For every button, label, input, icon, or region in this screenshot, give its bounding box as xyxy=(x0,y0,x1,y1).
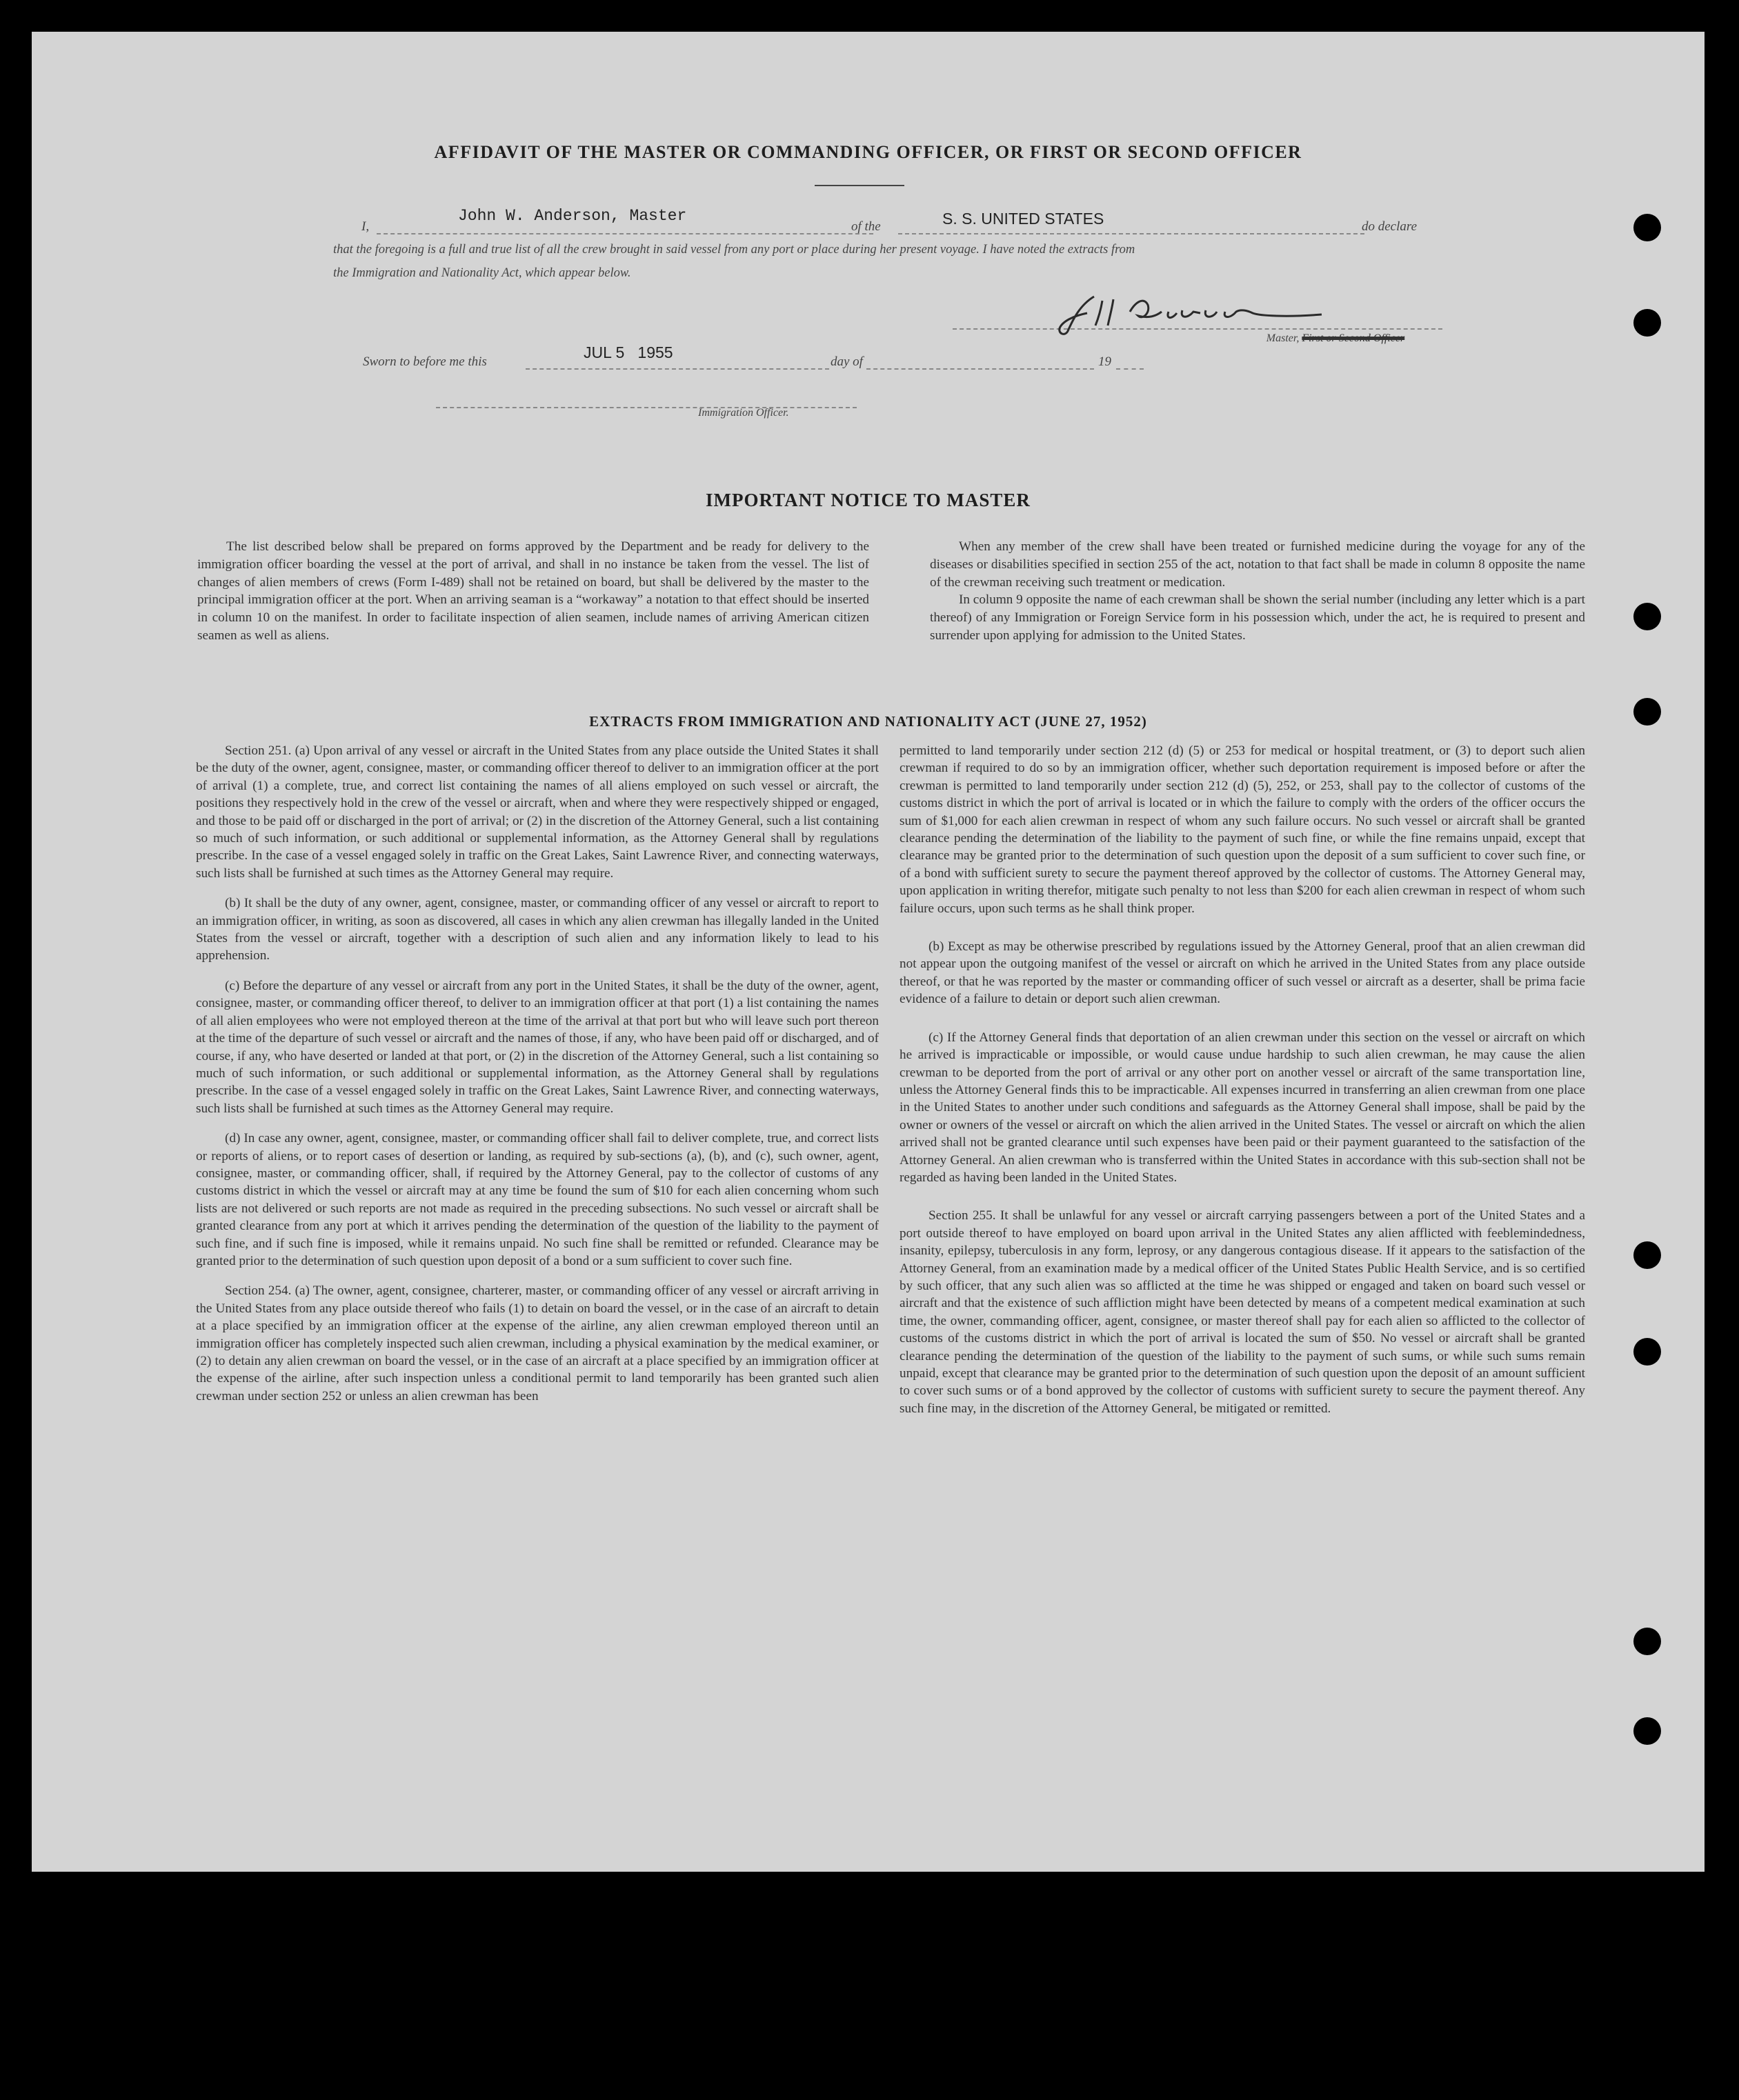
section-254-b: (b) Except as may be otherwise prescribed by regulations issued by the Attorney General, proof that an alien crewman did not appear upon the outgoing manifest of the vessel or aircraft on which he arrived in the United States from any place outside thereof, or that he was reported by the master or commanding officer of such vessel or aircraft as a deserter, shall be prima facie evidence of a failure to detain or deport such alien crewman. xyxy=(900,939,1585,1007)
section-251-b: (b) It shall be the duty of any owner, agent, consignee, master, or commanding officer of any vessel or aircraft to report to an immigration officer, in writing, as soon as discovered, all cases in which any alien crewman has illegally landed in the United States from the vessel or aircraft, together with a description of such alien and any information likely to lead to his apprehension. xyxy=(196,896,879,963)
year-line xyxy=(1116,361,1144,370)
extracts-left-column xyxy=(196,742,879,1414)
section-255: Section 255. It shall be unlawful for any vessel or aircraft carrying passengers between a port of the United States and a port outside thereof to have employed on board upon arrival in the United States any alien afflicted with feeblemindedness, insanity, epilepsy, tuberculosis in any form, leprosy, or any dangerous contagious disease. If it appears to the satisfaction of the Attorney General, from an examination made by a medical officer of the United States Public Health Service, and is so certified by such officer, that any such alien was so afflicted at the time he was shipped or engaged and taken on board such vessel or aircraft and that the existence of such affliction might have been detected by means of a competent medical examination at such time, the owner, commanding officer, agent, consignee, or master thereof shall pay for each alien so afflicted to the collector of customs of the customs district in which the port of arrival is located the sum of $50. No vessel or aircraft shall be granted clearance pending the determination of the question of the liability to the payment of such sums, or while such sums remain unpaid, except that clearance may be granted prior to the determination of such question upon the deposit of an amount sufficient to cover such sums or of a bond approved by the collector of customs with sufficient surety to secure the payment thereof. Any such fine may, in the discretion of the Attorney General, be mitigated or remitted. xyxy=(900,1208,1585,1416)
declarant-prefix: I, xyxy=(361,219,370,234)
section-251-c: (c) Before the departure of any vessel or aircraft from any port in the United States, it shall be the duty of the owner, agent, consignee, master, or commanding officer thereof, to deliver to an immigration officer at that port (1) a list containing the names of all alien employees who were not employed thereon at the time of the arrival at that port but who will leave such port thereon at the time of the departure of such vessel or aircraft and the names of those, if any, who have been paid off or discharged, and of course, if any, who have deserted or landed at that port, or (2) in the discretion of the Attorney General, such a list containing so much of such information, or such additional or supplemental information, as the Attorney General shall by regulations prescribe. In the case of a vessel engaged solely in traffic on the Great Lakes, Saint Lawrence River, and connecting waterways, such lists shall be furnished at such times as the Attorney General may require. xyxy=(196,978,879,1116)
title-divider xyxy=(815,185,904,186)
binder-hole xyxy=(1633,214,1661,241)
of-the-label: of the xyxy=(851,219,881,234)
day-of-label: day of xyxy=(831,354,863,369)
declarant-name: John W. Anderson, Master xyxy=(458,207,687,225)
binder-hole xyxy=(1633,603,1661,630)
extracts-title: EXTRACTS FROM IMMIGRATION AND NATIONALITY ACT (JUNE 27, 1952) xyxy=(589,713,1147,730)
section-254-a: Section 254. (a) The owner, agent, consignee, charterer, master, or commanding officer of any vessel or aircraft arriving in the United States from any place outside thereof who fails (1) to detain on board the vessel, or in the case of an aircraft to detain at a place specified by an immigration officer at the expense of the airline, any alien crewman employed thereon until an immigration officer has completely inspected such alien crewman, including a physical examination by the medical examiner, or (2) to detain any alien crewman on board the vessel, or in the case of an aircraft at a place specified by an immigration officer at the expense of the airline, after such inspection unless a conditional permit to land temporarily has been granted such alien crewman under section 252 or unless an alien crewman has been xyxy=(196,1283,879,1403)
binder-hole xyxy=(1633,309,1661,337)
section-251-a: Section 251. (a) Upon arrival of any vessel or aircraft in the United States from any place outside the United States it shall be the duty of the owner, agent, consignee, master, or commanding officer thereof to deliver to an immigration officer at the port of arrival (1) a complete, true, and correct list containing the names of all aliens employed on such vessel or aircraft, the positions they respectively hold in the crew of the vessel or aircraft, when and where they were respectively shipped or engaged, and those to be paid off or discharged in the port of arrival; or (2) in the discretion of the Attorney General, such a list containing so much of such information, or such additional or supplemental information, as the Attorney General shall by regulations prescribe. In the case of a vessel engaged solely in traffic on the Great Lakes, Saint Lawrence River, and connecting waterways, such lists shall be furnished at such times as the Attorney General may require. xyxy=(196,743,879,881)
notice-left-paragraph: The list described below shall be prepared on forms approved by the Department and be ready for delivery to the immigration officer boarding the vessel at the port of arrival, and shall in no instance be taken from the vessel. The list of changes of alien members of crews (Form I-489) shall not be retained on board, but shall be delivered by the master to the principal immigration officer at the port. When an arriving seaman is a “workaway” a notation to that effect should be inserted in column 10 on the manifest. In order to facilitate inspection of alien seamen, include names of arriving American citizen seamen as well as aliens. xyxy=(197,539,869,643)
sworn-date-line xyxy=(526,361,829,370)
immigration-officer-caption: Immigration Officer. xyxy=(698,407,789,419)
do-declare-label: do declare xyxy=(1362,219,1418,234)
notice-right-paragraph: In column 9 opposite the name of each crewman shall be shown the serial number (including any letter which is a part thereof) of any Immigration or Foreign Service form in his possession which, under the act, he is required to present and surrender upon applying for admission to the United States. xyxy=(930,592,1585,643)
sworn-prefix: Sworn to before me this xyxy=(363,354,487,369)
binder-hole xyxy=(1633,1628,1661,1655)
immigration-officer-line xyxy=(436,400,857,408)
year-prefix: 19 xyxy=(1098,354,1111,369)
signature-caption xyxy=(1218,332,1453,345)
affidavit-body-line-1: that the foregoing is a full and true list of all the crew brought in said vessel from any port or place during her present voyage. I have noted the extracts from xyxy=(333,243,1135,257)
struck-officer-label: First or Second Officer xyxy=(1302,332,1405,344)
declarant-line xyxy=(377,226,873,234)
section-254-c: (c) If the Attorney General finds that deportation of an alien crewman under this section on the vessel or aircraft on which he arrived is impracticable or impossible, or would cause undue hardship to such alien crewman, he may cause the alien crewman to be deported from the port of arrival or any other port on another vessel or aircraft of the same transportation line, unless the Attorney General finds this to be impracticable. All expenses incurred in transferring an alien crewman from one place in the United States to another under such conditions and safeguards as the Attorney General shall impose, shall be paid by the owner or owners of the vessel or aircraft on which the alien arrived in the United States. The vessel or aircraft on which the alien arrived shall not be granted clearance until such expenses have been paid or their payment guaranteed to the satisfaction of the Attorney General. An alien crewman who is transferred within the United States in accordance with this sub-section shall not be regarded as having been landed in the United States. xyxy=(900,1030,1585,1185)
notice-left-column xyxy=(197,538,869,654)
binder-hole xyxy=(1633,698,1661,726)
binder-hole xyxy=(1633,1338,1661,1366)
vessel-name: S. S. UNITED STATES xyxy=(942,210,1104,228)
month-line xyxy=(866,361,1094,370)
affidavit-body-line-2: the Immigration and Nationality Act, which appear below. xyxy=(333,266,631,280)
master-label: Master, xyxy=(1266,332,1300,344)
section-254-a-cont: permitted to land temporarily under section 212 (d) (5) or 253 for medical or hospital treatment, or (3) to deport such alien crewman if required to do so by an immigration officer, whether such deportation requirement is imposed before or after the crewman is permitted to land temporarily under section 212 (d) (5), 252, or 253, shall pay to the collector of customs of the customs district in which the port of arrival is located or in which the failure to comply with the orders of the officer occurs the sum of $1,000 for each alien crewman in respect of whom any such failure occurs. No such vessel or aircraft shall be granted clearance pending the determination of the liability to the payment of such fine, or while the fine remains unpaid, except that clearance may be granted prior to the determination of such question upon the deposit of a sum sufficient to cover such fine, or of a bond with sufficient surety to secure the payment thereof approved by the collector of customs. The Attorney General may, upon application in writing therefor, mitigate such penalty to not less than $200 for each alien crewman in respect of whom such failure occurs, upon such terms as he shall think proper. xyxy=(900,743,1585,916)
sworn-date: JUL 5 1955 xyxy=(584,343,673,361)
notice-right-column xyxy=(930,538,1585,654)
document-page xyxy=(32,32,1705,1872)
binder-hole xyxy=(1633,1717,1661,1745)
notice-title: IMPORTANT NOTICE TO MASTER xyxy=(706,490,1031,510)
binder-hole xyxy=(1633,1241,1661,1269)
affidavit-title: AFFIDAVIT OF THE MASTER OR COMMANDING OFFICER, OR FIRST OR SECOND OFFICER xyxy=(434,142,1302,162)
extracts-right-column xyxy=(900,742,1585,1426)
notice-right-paragraph: When any member of the crew shall have been treated or furnished medicine during the voyage for any of the diseases or disabilities specified in section 255 of the act, notation to that fact shall be made in column 8 opposite the name of the crewman receiving such treatment or medication. xyxy=(930,539,1585,590)
section-251-d: (d) In case any owner, agent, consignee, master, or commanding officer shall fail to deliver complete, true, and correct lists or reports of aliens, or to report cases of desertion or landing, as required by sub-sections (a), (b), and (c), such owner, agent, consignee, master, or commanding officer, shall, if required by the Attorney General, pay to the collector of customs of any customs district in which the vessel or aircraft may at any time be found the sum of $10 for each alien concerning whom such lists are not delivered or such reports are not made as required in the preceding subsections. No such vessel or aircraft shall be granted clearance from any port at which it arrives pending the determination of the question of the liability to the payment of such fine, and if such fine is imposed, while it remains unpaid. No such fine shall be remitted or refunded. Clearance may be granted prior to the determination of such question upon deposit of a bond or a sum sufficient to cover such fine. xyxy=(196,1131,879,1268)
